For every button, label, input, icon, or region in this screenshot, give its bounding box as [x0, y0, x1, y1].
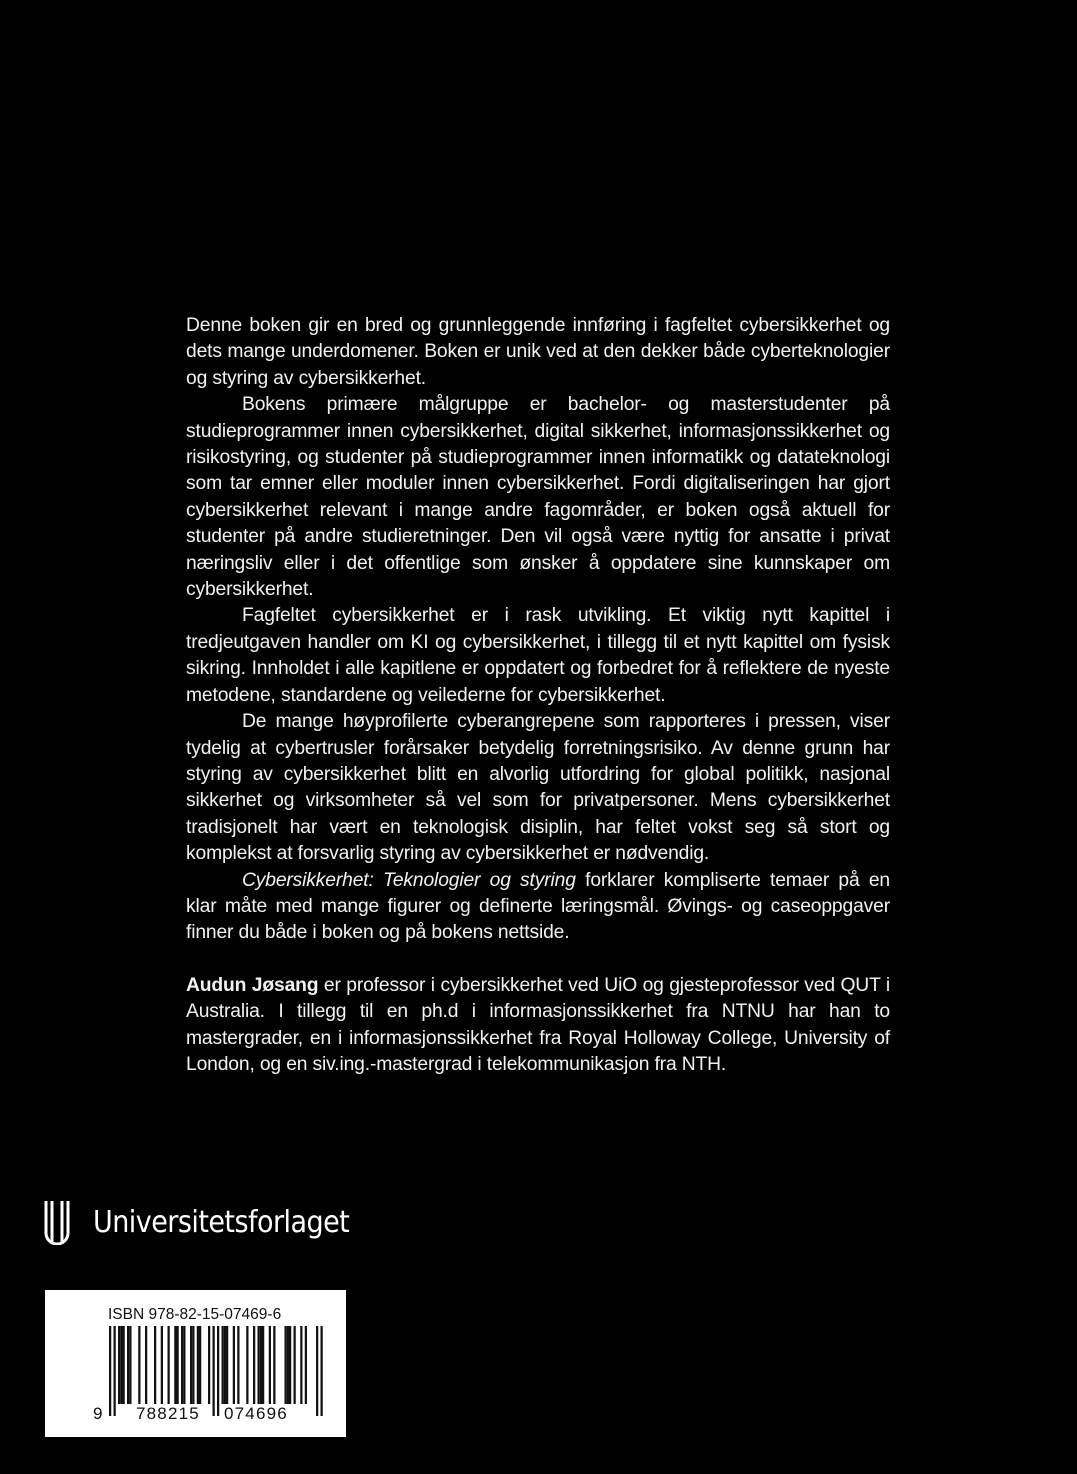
barcode-bar: [262, 1326, 264, 1404]
barcode-bar: [260, 1326, 262, 1404]
publisher-name: Universitetsforlaget: [93, 1204, 350, 1240]
barcode-bar: [120, 1326, 122, 1404]
barcode-digit-first: 9: [93, 1404, 104, 1423]
barcode-bar: [177, 1326, 179, 1404]
barcode-bar: [127, 1326, 129, 1404]
barcode-bar: [273, 1326, 275, 1404]
barcode-bar: [154, 1326, 156, 1404]
isbn-label: ISBN 978-82-15-07469-6: [108, 1306, 282, 1323]
barcode-bar: [197, 1326, 199, 1404]
barcode-bar: [253, 1326, 255, 1404]
barcode-bar: [285, 1326, 287, 1404]
barcode-bar: [183, 1326, 185, 1404]
barcode-bar: [118, 1326, 120, 1404]
barcode-bar: [129, 1326, 131, 1404]
author-name: Audun Jøsang: [186, 974, 319, 996]
barcode-bar: [269, 1326, 271, 1404]
blurb-paragraph-4: De mange høyprofilerte cyberangrepene som rapporteres i pressen, viser tydelig at cybertrusler forårsaker betydelig forretningsrisiko. Av denne grunn har styring av cybersikkerhet blitt en alvorlig utfordring for global politikk, nasjonal sikkerhet og virksomheter så vel som for privatpersoner. Mens cybersikkerhet tradisjonelt har vært en teknologisk disiplin, har feltet vokst seg så stort og komplekst at forsvarlig styring av cybersikkerhet er nødvendig.: [186, 711, 890, 865]
barcode-bar: [213, 1326, 215, 1416]
isbn-barcode: [45, 1290, 346, 1437]
barcode-bar: [114, 1326, 116, 1416]
blurb-paragraph-5-text: forklarer kompliserte temaer på en klar måte med mange figurer og definerte læringsmål. Øvings- og caseoppgaver finner du både i boken og på bokens nettside.: [186, 869, 891, 944]
barcode-bar: [109, 1326, 111, 1416]
book-title-italic: Cybersikkerhet: Teknologier og styring: [242, 869, 576, 891]
barcode-bar: [138, 1326, 140, 1404]
author-bio: [186, 973, 890, 1079]
publisher-branding: [43, 1197, 378, 1247]
barcode-bar: [123, 1326, 125, 1404]
back-cover-blurb: [186, 313, 890, 1078]
barcode-digits-right: 074696: [224, 1404, 288, 1423]
barcode-bar: [226, 1326, 228, 1404]
universitetsforlaget-logo-icon: [43, 1199, 71, 1245]
barcode-bar: [246, 1326, 248, 1404]
barcode-bar: [316, 1326, 318, 1416]
barcode-bar: [222, 1326, 224, 1404]
barcode-bar: [233, 1326, 235, 1404]
barcode-bar: [305, 1326, 307, 1404]
barcode-bar: [174, 1326, 176, 1404]
barcode-bar: [208, 1326, 210, 1404]
barcode-bar: [321, 1326, 323, 1416]
barcode-bar: [237, 1326, 239, 1404]
barcode-bar: [224, 1326, 226, 1404]
barcode-bar: [294, 1326, 296, 1404]
barcode-bar: [300, 1326, 302, 1404]
barcode-bar: [287, 1326, 289, 1404]
barcode-bar: [190, 1326, 192, 1404]
blurb-paragraph-1: Denne boken gir en bred og grunnleggende innføring i fagfeltet cybersikkerhet og dets mange underdomener. Boken er unik ved at den dekker både cyberteknologier og styring av cybersikkerhet.: [186, 315, 890, 389]
barcode-bar: [192, 1326, 194, 1404]
barcode-digits-left: 788215: [136, 1404, 200, 1423]
blurb-paragraph-5: [186, 868, 890, 947]
barcode-bar: [161, 1326, 163, 1404]
blurb-paragraph-3: Fagfeltet cybersikkerhet er i rask utvikling. Et viktig nytt kapittel i tredjeutgaven handler om KI og cybersikkerhet, i tillegg til et nytt kapittel om fysisk sikring. Innholdet i alle kapitlene er oppdatert og forbedret for å reflektere de nyeste metodene, standardene og veilederne for cybersikkerhet.: [186, 605, 890, 706]
barcode-bar: [181, 1326, 183, 1404]
barcode-bar: [258, 1326, 260, 1404]
barcode-bar: [168, 1326, 170, 1404]
barcode-bar: [289, 1326, 291, 1404]
blurb-paragraph-2: Bokens primære målgruppe er bachelor- og masterstudenter på studieprogrammer innen cybersikkerhet, digital sikkerhet, informasjonssikkerhet og risikostyring, og studenter på studieprogrammer innen informatikk og datateknologi som tar emner eller moduler innen cybersikkerhet. Fordi digitaliseringen har gjort cybersikkerhet relevant i mange andre fagområder, er boken også aktuell for studenter på andre studieretninger. Den vil også være nyttig for ansatte i privat næringsliv eller i det offentlige som ønsker å oppdatere sine kunnskaper om cybersikkerhet.: [186, 394, 890, 601]
barcode-bar: [145, 1326, 147, 1404]
barcode-bar: [217, 1326, 219, 1416]
author-bio-text: er professor i cybersikkerhet ved UiO og gjesteprofessor ved QUT i Australia. I tillegg til en ph.d i informasjonssikkerhet fra NTNU har han to mastergrader, en i informasjonssikkerhet fra Royal Holloway College, University of London, og en siv.ing.-mastergrad i telekommunikasjon fra NTH.: [186, 974, 890, 1075]
barcode-bar: [199, 1326, 201, 1404]
